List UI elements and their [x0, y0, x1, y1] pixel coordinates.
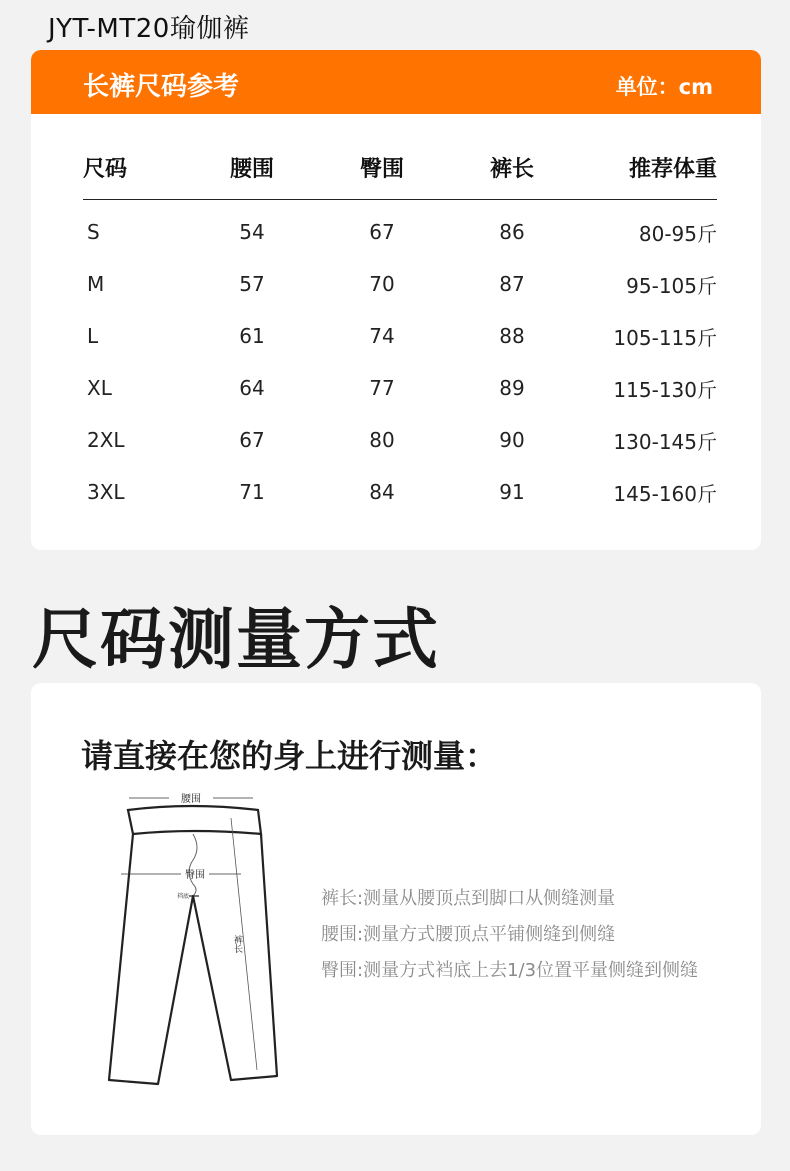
header-length: 裤长 — [447, 135, 577, 200]
cell-hip: 80 — [369, 428, 395, 452]
cell-size: XL — [87, 376, 112, 400]
cell-waist: 71 — [239, 480, 265, 504]
size-chart-header — [31, 50, 761, 114]
cell-hip: 70 — [369, 272, 395, 296]
table-row — [83, 200, 717, 259]
diagram-length-label: 裤长 — [232, 935, 242, 953]
cell-hip: 84 — [369, 480, 395, 504]
diagram-hip-label: 臀围 — [185, 870, 205, 881]
table-row — [83, 258, 717, 310]
table-row — [83, 362, 717, 414]
cell-length: 88 — [499, 324, 525, 348]
pants-diagram — [101, 788, 301, 1088]
measure-card — [31, 683, 761, 1135]
size-chart-unit: 单位：cm — [615, 75, 713, 99]
header-waist: 腰围 — [187, 135, 317, 200]
cell-weight: 145-160斤 — [613, 481, 717, 506]
cell-hip: 74 — [369, 324, 395, 348]
table-row — [83, 466, 717, 518]
cell-size: S — [87, 220, 100, 244]
diagram-waist-label: 腰围 — [181, 794, 201, 805]
cell-waist: 54 — [239, 220, 265, 244]
table-row — [83, 414, 717, 466]
note-hip: 臀围:测量方式裆底上去1/3位置平量侧缝到侧缝 — [321, 960, 699, 981]
cell-weight: 80-95斤 — [638, 221, 717, 246]
diagram-crotch-label: 裆底 — [176, 893, 190, 900]
cell-weight: 95-105斤 — [626, 273, 717, 298]
cell-length: 86 — [499, 220, 525, 244]
measure-intro: 请直接在您的身上进行测量： — [81, 737, 498, 775]
cell-size: 3XL — [87, 480, 125, 504]
cell-size: L — [87, 324, 99, 348]
table-row — [83, 310, 717, 362]
cell-size: 2XL — [87, 428, 125, 452]
header-hip: 臀围 — [317, 135, 447, 200]
size-table — [83, 135, 717, 518]
cell-weight: 105-115斤 — [613, 325, 717, 350]
size-chart-card — [31, 50, 761, 550]
header-size: 尺码 — [83, 135, 187, 200]
measure-section-title: 尺码测量方式 — [32, 601, 440, 678]
cell-waist: 61 — [239, 324, 265, 348]
cell-weight: 130-145斤 — [613, 429, 717, 454]
cell-waist: 67 — [239, 428, 265, 452]
size-chart-title: 长裤尺码参考 — [83, 72, 240, 102]
header-weight: 推荐体重 — [577, 135, 717, 200]
table-header-row — [83, 135, 717, 200]
cell-waist: 57 — [239, 272, 265, 296]
cell-hip: 67 — [369, 220, 395, 244]
note-length: 裤长:测量从腰顶点到脚口从侧缝测量 — [321, 888, 616, 909]
measure-notes — [321, 888, 698, 996]
cell-hip: 77 — [369, 376, 395, 400]
cell-size: M — [87, 272, 105, 296]
product-title: JYT-MT20瑜伽裤 — [48, 14, 250, 44]
cell-length: 87 — [499, 272, 525, 296]
cell-weight: 115-130斤 — [613, 377, 717, 402]
cell-length: 91 — [499, 480, 525, 504]
cell-length: 90 — [499, 428, 525, 452]
cell-length: 89 — [499, 376, 525, 400]
cell-waist: 64 — [239, 376, 265, 400]
note-waist: 腰围:测量方式腰顶点平铺侧缝到侧缝 — [321, 924, 616, 945]
